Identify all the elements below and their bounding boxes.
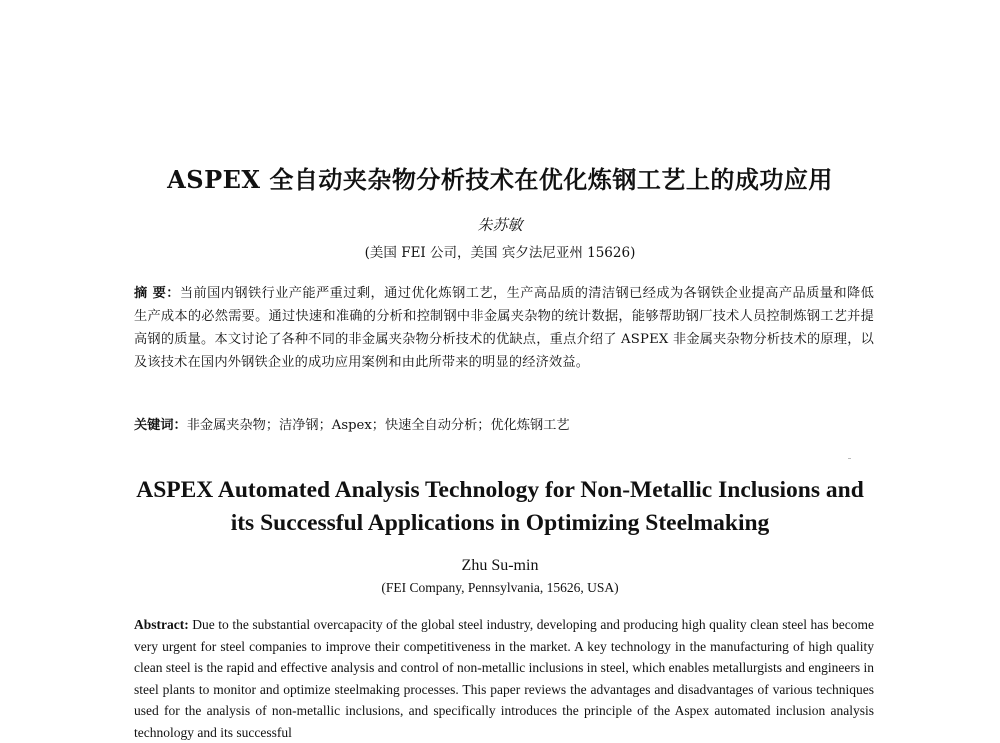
chinese-author: 朱苏敏 [477, 216, 523, 234]
english-abstract [134, 614, 874, 743]
english-abstract-text: Due to the substantial overcapacity of the global steel industry, developing and producing high quality clean steel has become very urgent for steel companies to improve their competitiveness in the market. A key technology in the manufacturing of high quality clean steel is the rapid and effective analysis and control of non-metallic inclusions in steel, which enables metallurgists and engineers in steel plants to monitor and optimize steelmaking processes. This paper reviews the advantages and disadvantages of various techniques used for the analysis of non-metallic inclusions, and specifically introduces the principle of the Aspex automated inclusion analysis technology and its successful [134, 617, 875, 740]
chinese-title: ASPEX 全自动夹杂物分析技术在优化炼钢工艺上的成功应用 [167, 165, 833, 194]
english-title-line-2: its Successful Applications in Optimizing Steelmaking [230, 510, 770, 536]
chinese-keywords-label: 关键词： [134, 418, 187, 433]
english-title-line-1: ASPEX Automated Analysis Technology for Non-Metallic Inclusions and [136, 477, 864, 503]
english-affiliation: (FEI Company, Pennsylvania, 15626, USA) [381, 580, 619, 595]
english-title [60, 474, 940, 540]
chinese-affiliation: (美国 FEI 公司，美国 宾夕法尼亚州 15626) [364, 245, 636, 261]
chinese-keywords-text: 非金属夹杂物；洁净钢；Aspex；快速全自动分析；优化炼钢工艺 [186, 418, 570, 433]
english-abstract-label: Abstract: [134, 617, 189, 632]
chinese-abstract [134, 282, 874, 374]
chinese-keywords [134, 414, 874, 433]
chinese-abstract-text: 当前国内钢铁行业产能严重过剩，通过优化炼钢工艺，生产高品质的清洁钢已经成为各钢铁企业提高产品质量和降低生产成本的必然需要。通过快速和准确的分析和控制钢中非金属夹杂物的统计数据，能够帮助钢厂技术人员控制炼钢工艺并提高钢的质量。本文讨论了各种不同的非金属夹杂物分析技术的优缺点，重点介绍了 ASPEX 非金属夹杂物分析技术的原理，以及该技术在国内外钢铁企业的成功应用案例和由此所带来的明显的经济效益。 [134, 286, 874, 370]
scan-artifact [848, 458, 851, 459]
english-author: Zhu Su-min [461, 557, 539, 574]
chinese-abstract-label: 摘 要： [134, 286, 180, 301]
